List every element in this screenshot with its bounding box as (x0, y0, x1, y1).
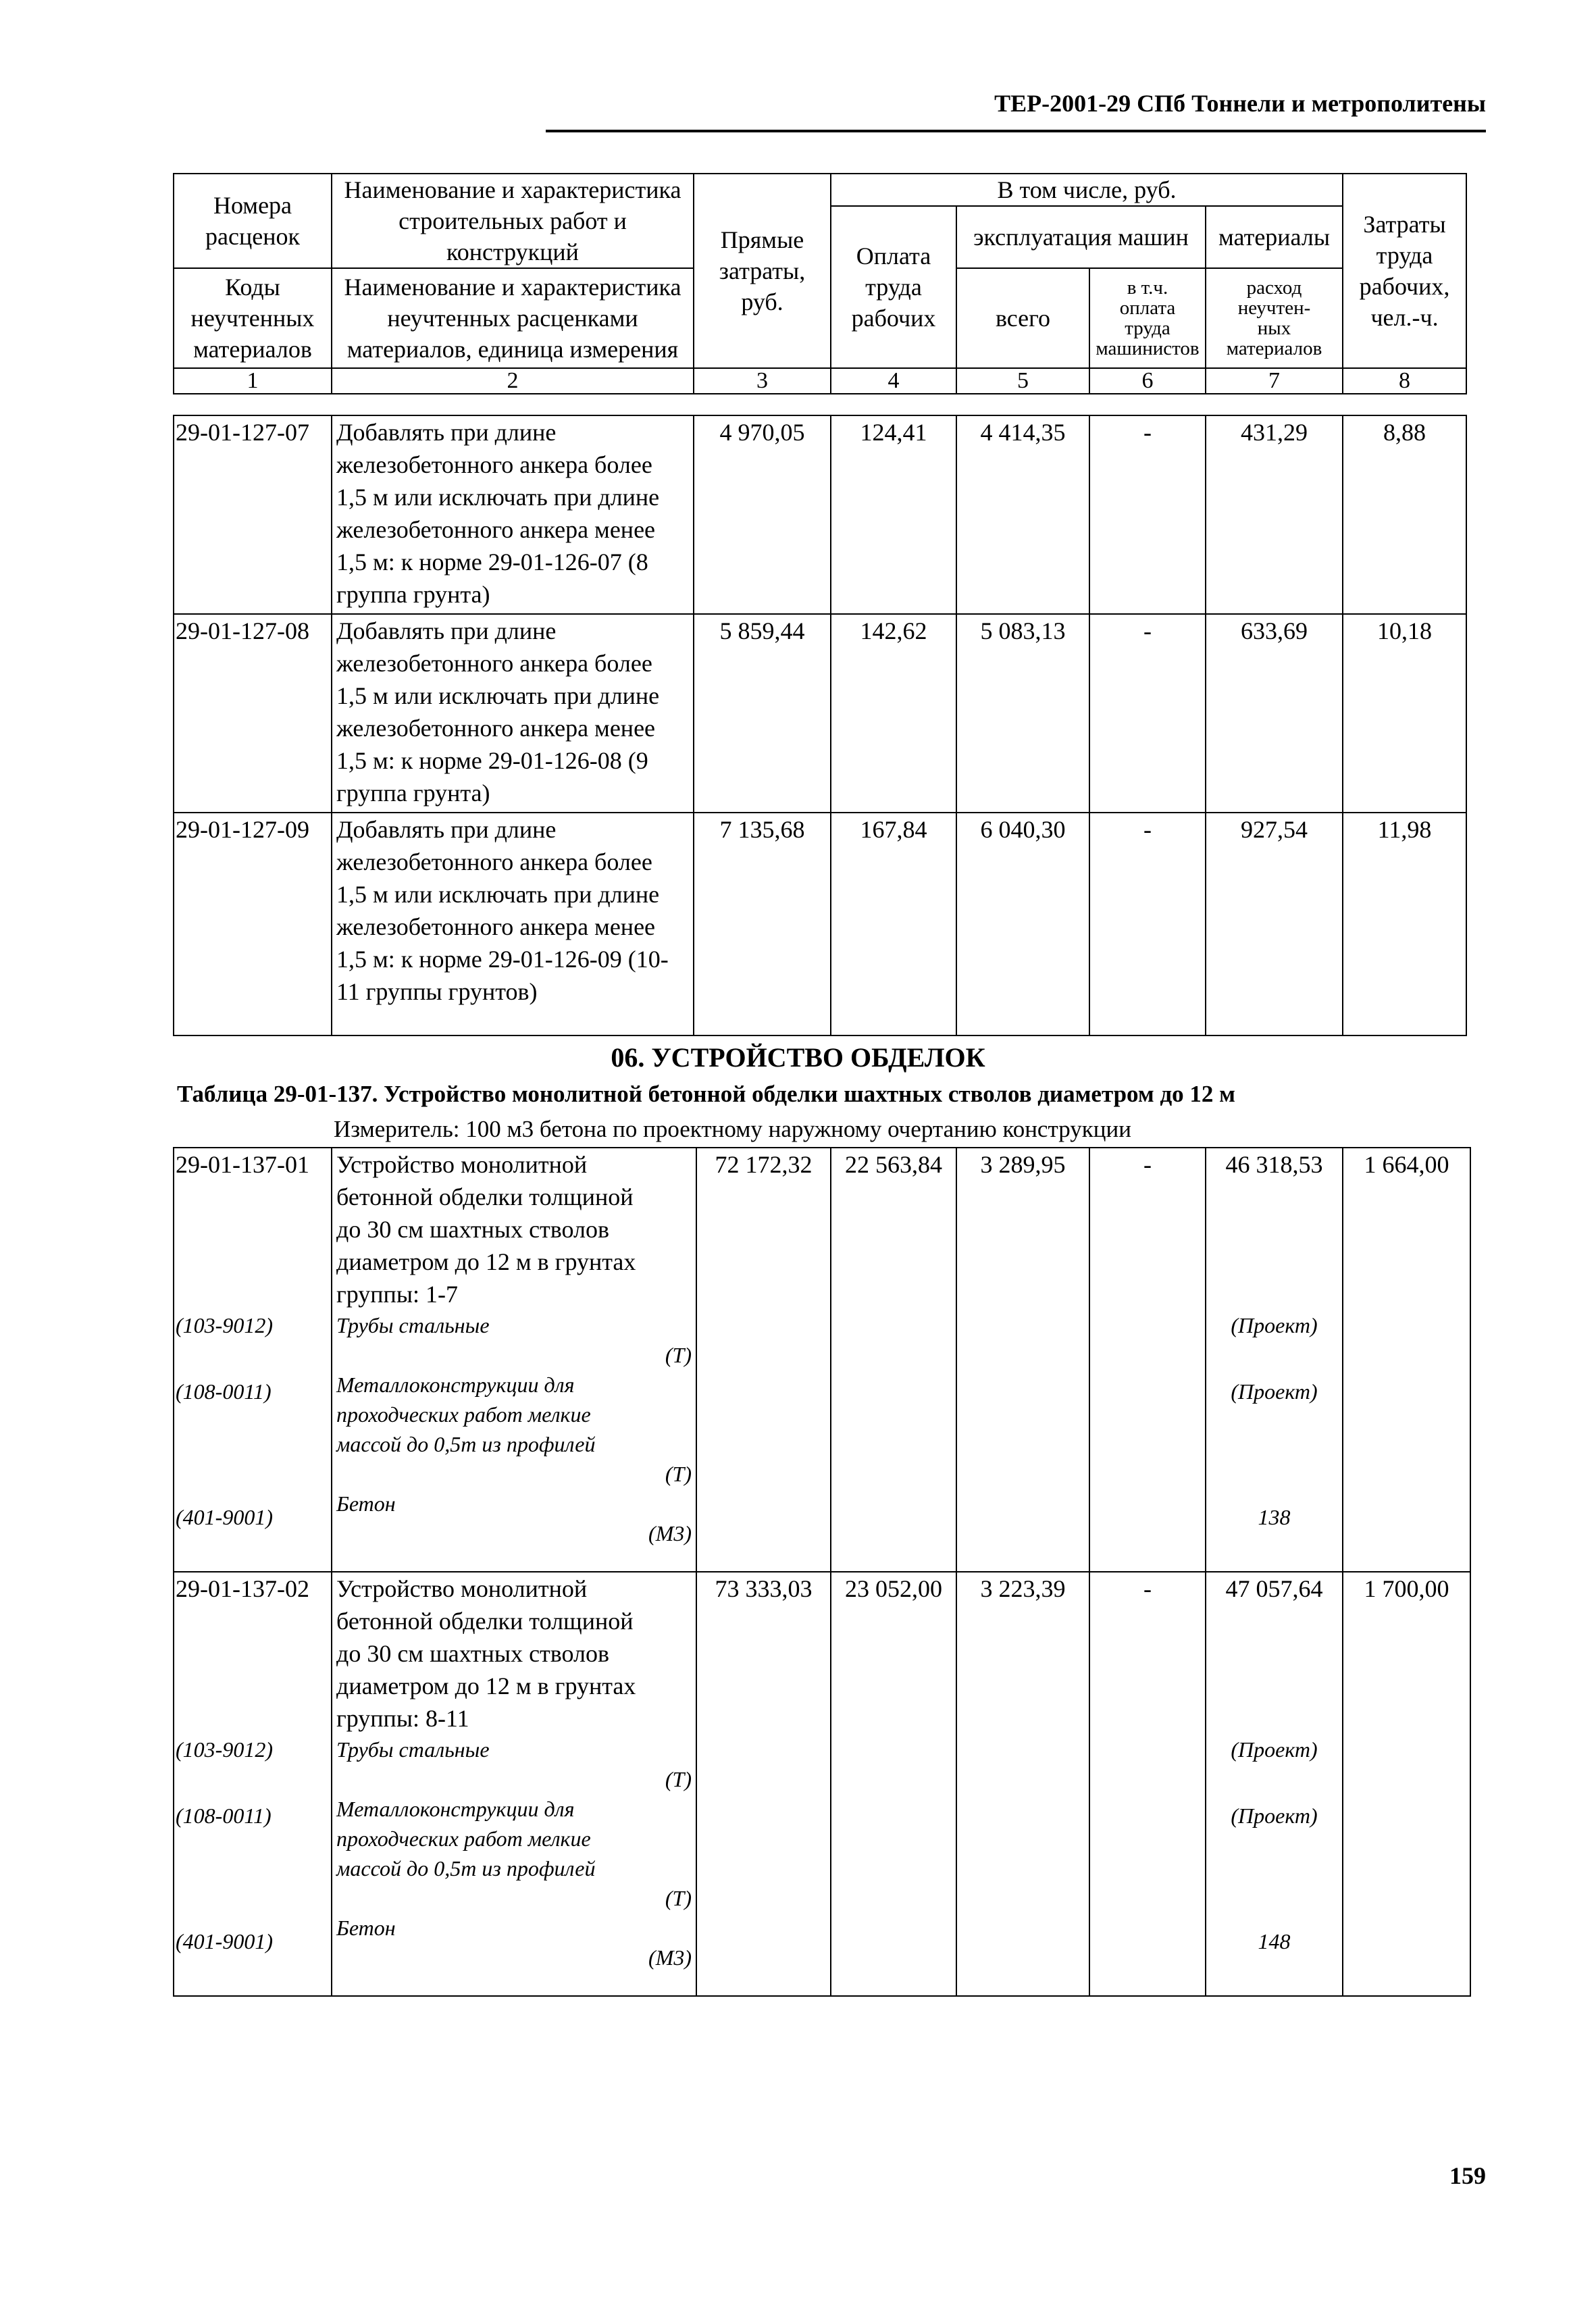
page-number: 159 (1449, 2162, 1486, 2189)
rates-table-137 (173, 1147, 1471, 1997)
rate-code: 29-01-127-09 (174, 813, 332, 1035)
col2-header-bottom: Наименование и характеристика неучтенных расценками материалов, единица измерения (332, 268, 694, 368)
material-unit: (Т) (665, 1343, 692, 1367)
rates-table-127 (173, 415, 1467, 1036)
labor-pay: 124,41 (831, 415, 956, 614)
col-number: 5 (956, 368, 1089, 394)
col7-header: расход неучтен- ных материалов (1206, 268, 1343, 368)
materials-cost: 633,69 (1206, 614, 1343, 813)
col-number: 7 (1206, 368, 1343, 394)
labor-pay: 167,84 (831, 813, 956, 1035)
machinists-pay: - (1089, 1572, 1206, 1996)
machines-total: 5 083,13 (956, 614, 1089, 813)
col2-header-top: Наименование и характеристика строительных работ и конструкций (332, 174, 694, 268)
materials-cost: 431,29 (1206, 415, 1343, 614)
table-row (174, 813, 1466, 1035)
material-name: Трубы стальные (336, 1737, 490, 1762)
material-quantity: (Проект) (1231, 1379, 1318, 1404)
table-row (174, 415, 1466, 614)
rate-code: 29-01-127-08 (174, 614, 332, 813)
material-name: Бетон (336, 1916, 396, 1940)
materials-cell (1206, 1572, 1343, 1996)
machines-header: эксплуатация машин (956, 206, 1206, 268)
materials-cost: 46 318,53 (1225, 1151, 1323, 1178)
material-unit: (Т) (665, 1886, 692, 1910)
table-row (174, 1572, 1470, 1996)
rate-code: 29-01-137-01 (176, 1151, 309, 1178)
machinists-pay: - (1089, 813, 1206, 1035)
material-code: (103-9012) (176, 1737, 273, 1762)
labor-hours: 11,98 (1343, 813, 1466, 1035)
material-name: Металлоконструкции для проходческих работ мелкие массой до 0,5т из профилей (336, 1797, 596, 1881)
col1-header-bottom: Коды неучтенных материалов (174, 268, 332, 368)
material-unit: (Т) (665, 1462, 692, 1486)
section-title: 06. УСТРОЙСТВО ОБДЕЛОК (611, 1042, 985, 1073)
col-number: 1 (174, 368, 332, 394)
col5-header: всего (956, 268, 1089, 368)
rate-description: Добавлять при длине железобетонного анкера более 1,5 м или исключать при длине железобетонного анкера менее 1,5 м: к норме 29-01-126-08 (9 группа грунта) (332, 614, 694, 813)
material-code: (108-0011) (176, 1804, 272, 1828)
col4-header: Оплата труда рабочих (831, 206, 956, 368)
col-number: 3 (694, 368, 831, 394)
material-quantity: (Проект) (1231, 1313, 1318, 1337)
measurement-unit: Измеритель: 100 м3 бетона по проектному наружному очертанию конструкции (334, 1116, 1131, 1142)
materials-cost: 927,54 (1206, 813, 1343, 1035)
col-number: 6 (1089, 368, 1206, 394)
direct-costs: 72 172,32 (696, 1148, 831, 1572)
rate-description: Добавлять при длине железобетонного анкера более 1,5 м или исключать при длине железобетонного анкера менее 1,5 м: к норме 29-01-126-07 (8 группа грунта) (332, 415, 694, 614)
labor-hours: 1 700,00 (1343, 1572, 1470, 1996)
materials-header: материалы (1206, 206, 1343, 268)
material-name: Металлоконструкции для проходческих работ мелкие массой до 0,5т из профилей (336, 1373, 596, 1456)
material-quantity: (Проект) (1231, 1737, 1318, 1762)
col6-header: в т.ч. оплата труда машинистов (1089, 268, 1206, 368)
labor-pay: 22 563,84 (831, 1148, 956, 1572)
material-unit: (М3) (648, 1521, 692, 1545)
column-header-table (173, 173, 1467, 394)
rate-code-cell (174, 1148, 332, 1572)
machinists-pay: - (1089, 614, 1206, 813)
direct-costs: 5 859,44 (694, 614, 831, 813)
col-number: 2 (332, 368, 694, 394)
labor-hours: 8,88 (1343, 415, 1466, 614)
col3-header: Прямые затраты, руб. (694, 174, 831, 368)
rate-description: Устройство монолитной бетонной обделки толщиной до 30 см шахтных стволов диаметром до 12 м в грунтах группы: 1-7 (336, 1151, 636, 1308)
material-quantity: 148 (1258, 1929, 1291, 1953)
rate-code: 29-01-137-02 (176, 1575, 309, 1602)
table-row (174, 614, 1466, 813)
machines-total: 3 289,95 (956, 1148, 1089, 1572)
material-code: (103-9012) (176, 1313, 273, 1337)
labor-hours: 10,18 (1343, 614, 1466, 813)
rate-description-cell (332, 1572, 696, 1996)
rate-description: Устройство монолитной бетонной обделки толщиной до 30 см шахтных стволов диаметром до 12 м в грунтах группы: 8-11 (336, 1575, 636, 1732)
rate-description: Добавлять при длине железобетонного анкера более 1,5 м или исключать при длине железобетонного анкера менее 1,5 м: к норме 29-01-126-09 (10- 11 группы грунтов) (332, 813, 694, 1035)
rate-code-cell (174, 1572, 332, 1996)
material-name: Бетон (336, 1491, 396, 1516)
table-row (174, 1148, 1470, 1572)
machinists-pay: - (1089, 1148, 1206, 1572)
col1-header-top: Номера расценок (174, 174, 332, 268)
labor-hours: 1 664,00 (1343, 1148, 1470, 1572)
materials-cell (1206, 1148, 1343, 1572)
material-quantity: (Проект) (1231, 1804, 1318, 1828)
table-title: Таблица 29-01-137. Устройство монолитной бетонной обделки шахтных стволов диаметром до 12 м (177, 1081, 1236, 1107)
machines-total: 6 040,30 (956, 813, 1089, 1035)
header-rule (546, 130, 1486, 132)
labor-pay: 23 052,00 (831, 1572, 956, 1996)
group-header: В том числе, руб. (831, 174, 1343, 206)
direct-costs: 7 135,68 (694, 813, 831, 1035)
labor-pay: 142,62 (831, 614, 956, 813)
material-code: (108-0011) (176, 1379, 272, 1404)
material-code: (401-9001) (176, 1929, 273, 1953)
col-number: 4 (831, 368, 956, 394)
material-unit: (Т) (665, 1767, 692, 1791)
col-number: 8 (1343, 368, 1466, 394)
material-code: (401-9001) (176, 1505, 273, 1529)
direct-costs: 4 970,05 (694, 415, 831, 614)
materials-cost: 47 057,64 (1225, 1575, 1323, 1602)
rate-code: 29-01-127-07 (174, 415, 332, 614)
col8-header: Затраты труда рабочих, чел.-ч. (1343, 174, 1466, 368)
machines-total: 3 223,39 (956, 1572, 1089, 1996)
material-quantity: 138 (1258, 1505, 1291, 1529)
material-unit: (М3) (648, 1945, 692, 1970)
rate-description-cell (332, 1148, 696, 1572)
direct-costs: 73 333,03 (696, 1572, 831, 1996)
material-name: Трубы стальные (336, 1313, 490, 1337)
machines-total: 4 414,35 (956, 415, 1089, 614)
page-header: ТЕР-2001-29 СПб Тоннели и метрополитены (994, 90, 1486, 117)
machinists-pay: - (1089, 415, 1206, 614)
